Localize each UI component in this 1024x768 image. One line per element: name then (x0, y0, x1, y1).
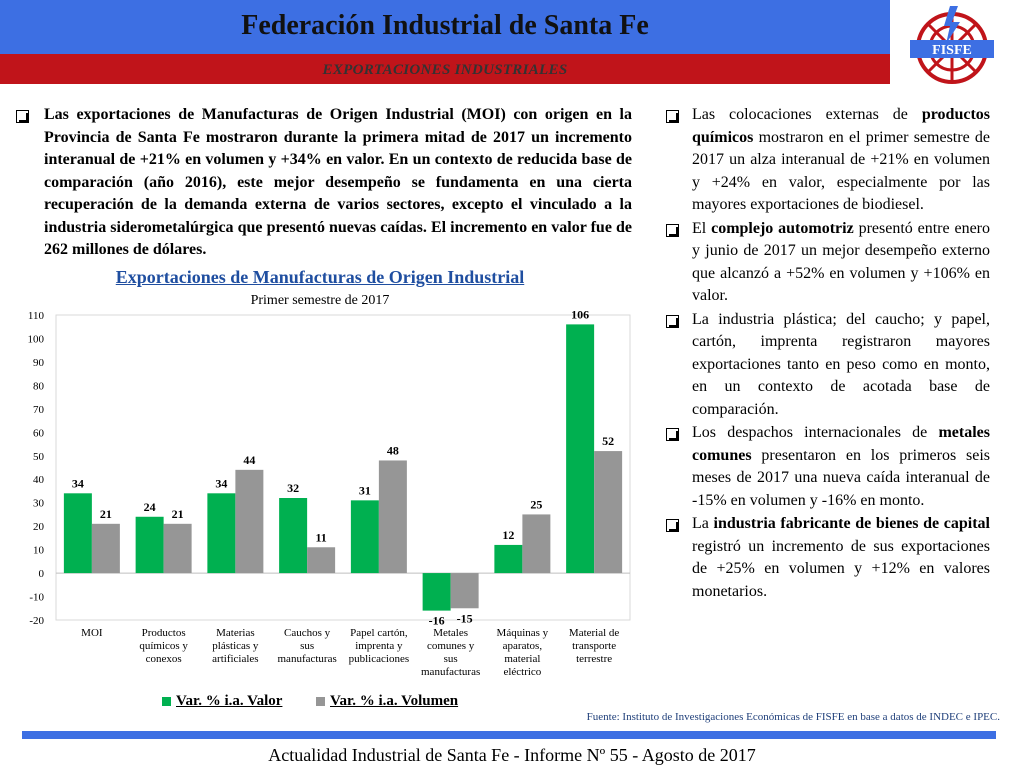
data-label: 11 (315, 530, 327, 545)
moi-summary-paragraph: Las exportaciones de Manufacturas de Origen Industrial (MOI) con origen en la Provincia de Santa Fe mostraron durante la primera mitad de 2017 un incremento interanual de +21% en volumen y +34% en valor. En un contexto de reducida base de comparación (año 2016), este mejor desempeño se fundamenta en una cierta recuperación de la demanda externa de varios sectores, excepto el vinculado a la industria siderometalúrgica que presentó nuevas caídas. El incremento en valor fue de 262 millones de dólares. (44, 106, 632, 258)
x-tick-label: Máquinas y (496, 627, 549, 639)
legend-label-valor: Var. % i.a. Valor (176, 693, 283, 709)
x-tick-label: Metales (433, 627, 469, 639)
bar-volumen (379, 460, 407, 573)
y-tick-label: 40 (33, 474, 44, 487)
y-tick-label: 50 (33, 450, 44, 463)
y-tick-label: -10 (29, 591, 44, 604)
legend-swatch-volumen (316, 697, 325, 706)
list-item: Las colocaciones externas de productos químicos mostraron en el primer semestre de 2017 un alza interanual de +21% en volumen y +24% en valor, especialmente por las mayores exportaciones de biodiesel. (660, 104, 990, 217)
x-tick-label: Productos (141, 627, 186, 639)
bar-valor (494, 545, 522, 573)
data-label: 21 (99, 506, 112, 521)
data-label: 21 (171, 506, 184, 521)
y-tick-label: 110 (27, 310, 44, 322)
bullet-icon (666, 519, 679, 532)
fisfe-logo (902, 4, 1002, 88)
bar-valor (207, 493, 235, 573)
footer-bar (22, 731, 996, 739)
x-tick-label: sus (300, 640, 315, 652)
list-item: Los despachos internacionales de metales comunes presentaron en los primeros seis meses de 2017 una nueva caída interanual de -15% en volumen y -16% en monto. (660, 422, 990, 512)
data-label: 12 (502, 527, 515, 542)
data-label: 31 (358, 483, 371, 498)
data-label: -16 (428, 613, 445, 628)
bullet-icon (666, 110, 679, 123)
bar-volumen (307, 547, 335, 573)
bar-valor (64, 493, 92, 573)
x-tick-label: conexos (145, 653, 182, 665)
x-tick-label: eléctrico (503, 666, 542, 678)
x-tick-label: terrestre (576, 653, 613, 665)
y-tick-label: 70 (33, 403, 44, 416)
bar-valor (566, 324, 594, 573)
list-item: La industria fabricante de bienes de capital registró un incremento de sus exportaciones de +25% en volumen y +12% en valores monetarios. (660, 513, 990, 603)
x-tick-label: Papel cartón, (350, 627, 408, 639)
x-tick-label: químicos y (139, 640, 188, 652)
x-tick-label: sus (443, 653, 458, 665)
legend-label-volumen: Var. % i.a. Volumen (330, 693, 459, 709)
list-item: La industria plástica; del caucho; y papel, cartón, imprenta registraron mayores exportaciones tanto en peso como en monto, en un contexto de acotada base de comparación. (660, 309, 990, 422)
x-tick-label: transporte (572, 640, 617, 652)
bar-valor (279, 498, 307, 573)
y-tick-label: 20 (33, 521, 44, 534)
y-tick-label: 0 (38, 568, 44, 581)
x-tick-label: publicaciones (348, 653, 410, 665)
right-bullet-list (660, 104, 990, 604)
plot-frame (56, 315, 630, 620)
logo-text: FISFE (932, 43, 972, 58)
bullet-icon (666, 428, 679, 441)
footer-text: Actualidad Industrial de Santa Fe - Informe Nº 55 - Agosto de 2017 (268, 745, 756, 765)
y-tick-label: 60 (33, 427, 44, 440)
page-subtitle: EXPORTACIONES INDUSTRIALES (322, 62, 568, 78)
source-note: Fuente: Instituto de Investigaciones Económicas de FISFE en base a datos de INDEC e IPEC. (586, 711, 1000, 723)
list-item: El complejo automotriz presentó entre enero y junio de 2017 un mejor desempeño externo que alcanzó a +52% en volumen y +106% en valor. (660, 218, 990, 308)
data-label: -15 (456, 611, 473, 626)
y-tick-label: 90 (33, 356, 44, 369)
bar-volumen (92, 524, 120, 573)
y-tick-label: 30 (33, 497, 44, 510)
data-label: 25 (530, 497, 543, 512)
data-label: 48 (386, 443, 399, 458)
bar-valor (351, 500, 379, 573)
x-tick-label: imprenta y (355, 640, 403, 652)
y-tick-label: -20 (29, 615, 44, 627)
data-label: 34 (215, 476, 228, 491)
data-label: 24 (143, 499, 156, 514)
y-tick-label: 100 (27, 333, 44, 346)
data-label: 34 (71, 476, 84, 491)
bullet-icon (16, 110, 29, 123)
y-tick-label: 10 (33, 544, 44, 557)
bar-valor (423, 573, 451, 611)
data-label: 106 (571, 307, 590, 322)
x-tick-label: manufacturas (277, 653, 337, 665)
x-tick-label: material (504, 653, 541, 665)
data-label: 44 (243, 452, 256, 467)
bullet-icon (666, 224, 679, 237)
x-tick-label: manufacturas (421, 666, 481, 678)
bar-volumen (594, 451, 622, 573)
page-title: Federación Industrial de Santa Fe (241, 10, 649, 41)
x-tick-label: artificiales (212, 653, 259, 665)
bar-volumen (522, 514, 550, 573)
data-label: 52 (602, 434, 615, 449)
data-label: 32 (287, 481, 300, 495)
x-tick-label: Materias (216, 627, 255, 639)
bullet-icon (666, 315, 679, 328)
bar-volumen (451, 573, 479, 608)
bar-chart (0, 300, 640, 700)
x-tick-label: aparatos, (502, 640, 543, 652)
chart-subtitle: Primer semestre de 2017 (250, 293, 390, 308)
x-tick-label: MOI (81, 627, 103, 639)
x-tick-label: Material de (568, 627, 620, 639)
chart-title: Exportaciones de Manufacturas de Origen Industrial (115, 267, 525, 287)
y-tick-label: 80 (33, 380, 44, 393)
legend-swatch-valor (162, 697, 171, 706)
bar-valor (136, 517, 164, 573)
x-tick-label: plásticas y (212, 640, 259, 652)
bar-volumen (164, 524, 192, 573)
x-tick-label: comunes y (426, 640, 475, 652)
bar-volumen (235, 470, 263, 573)
x-tick-label: Cauchos y (284, 627, 331, 639)
